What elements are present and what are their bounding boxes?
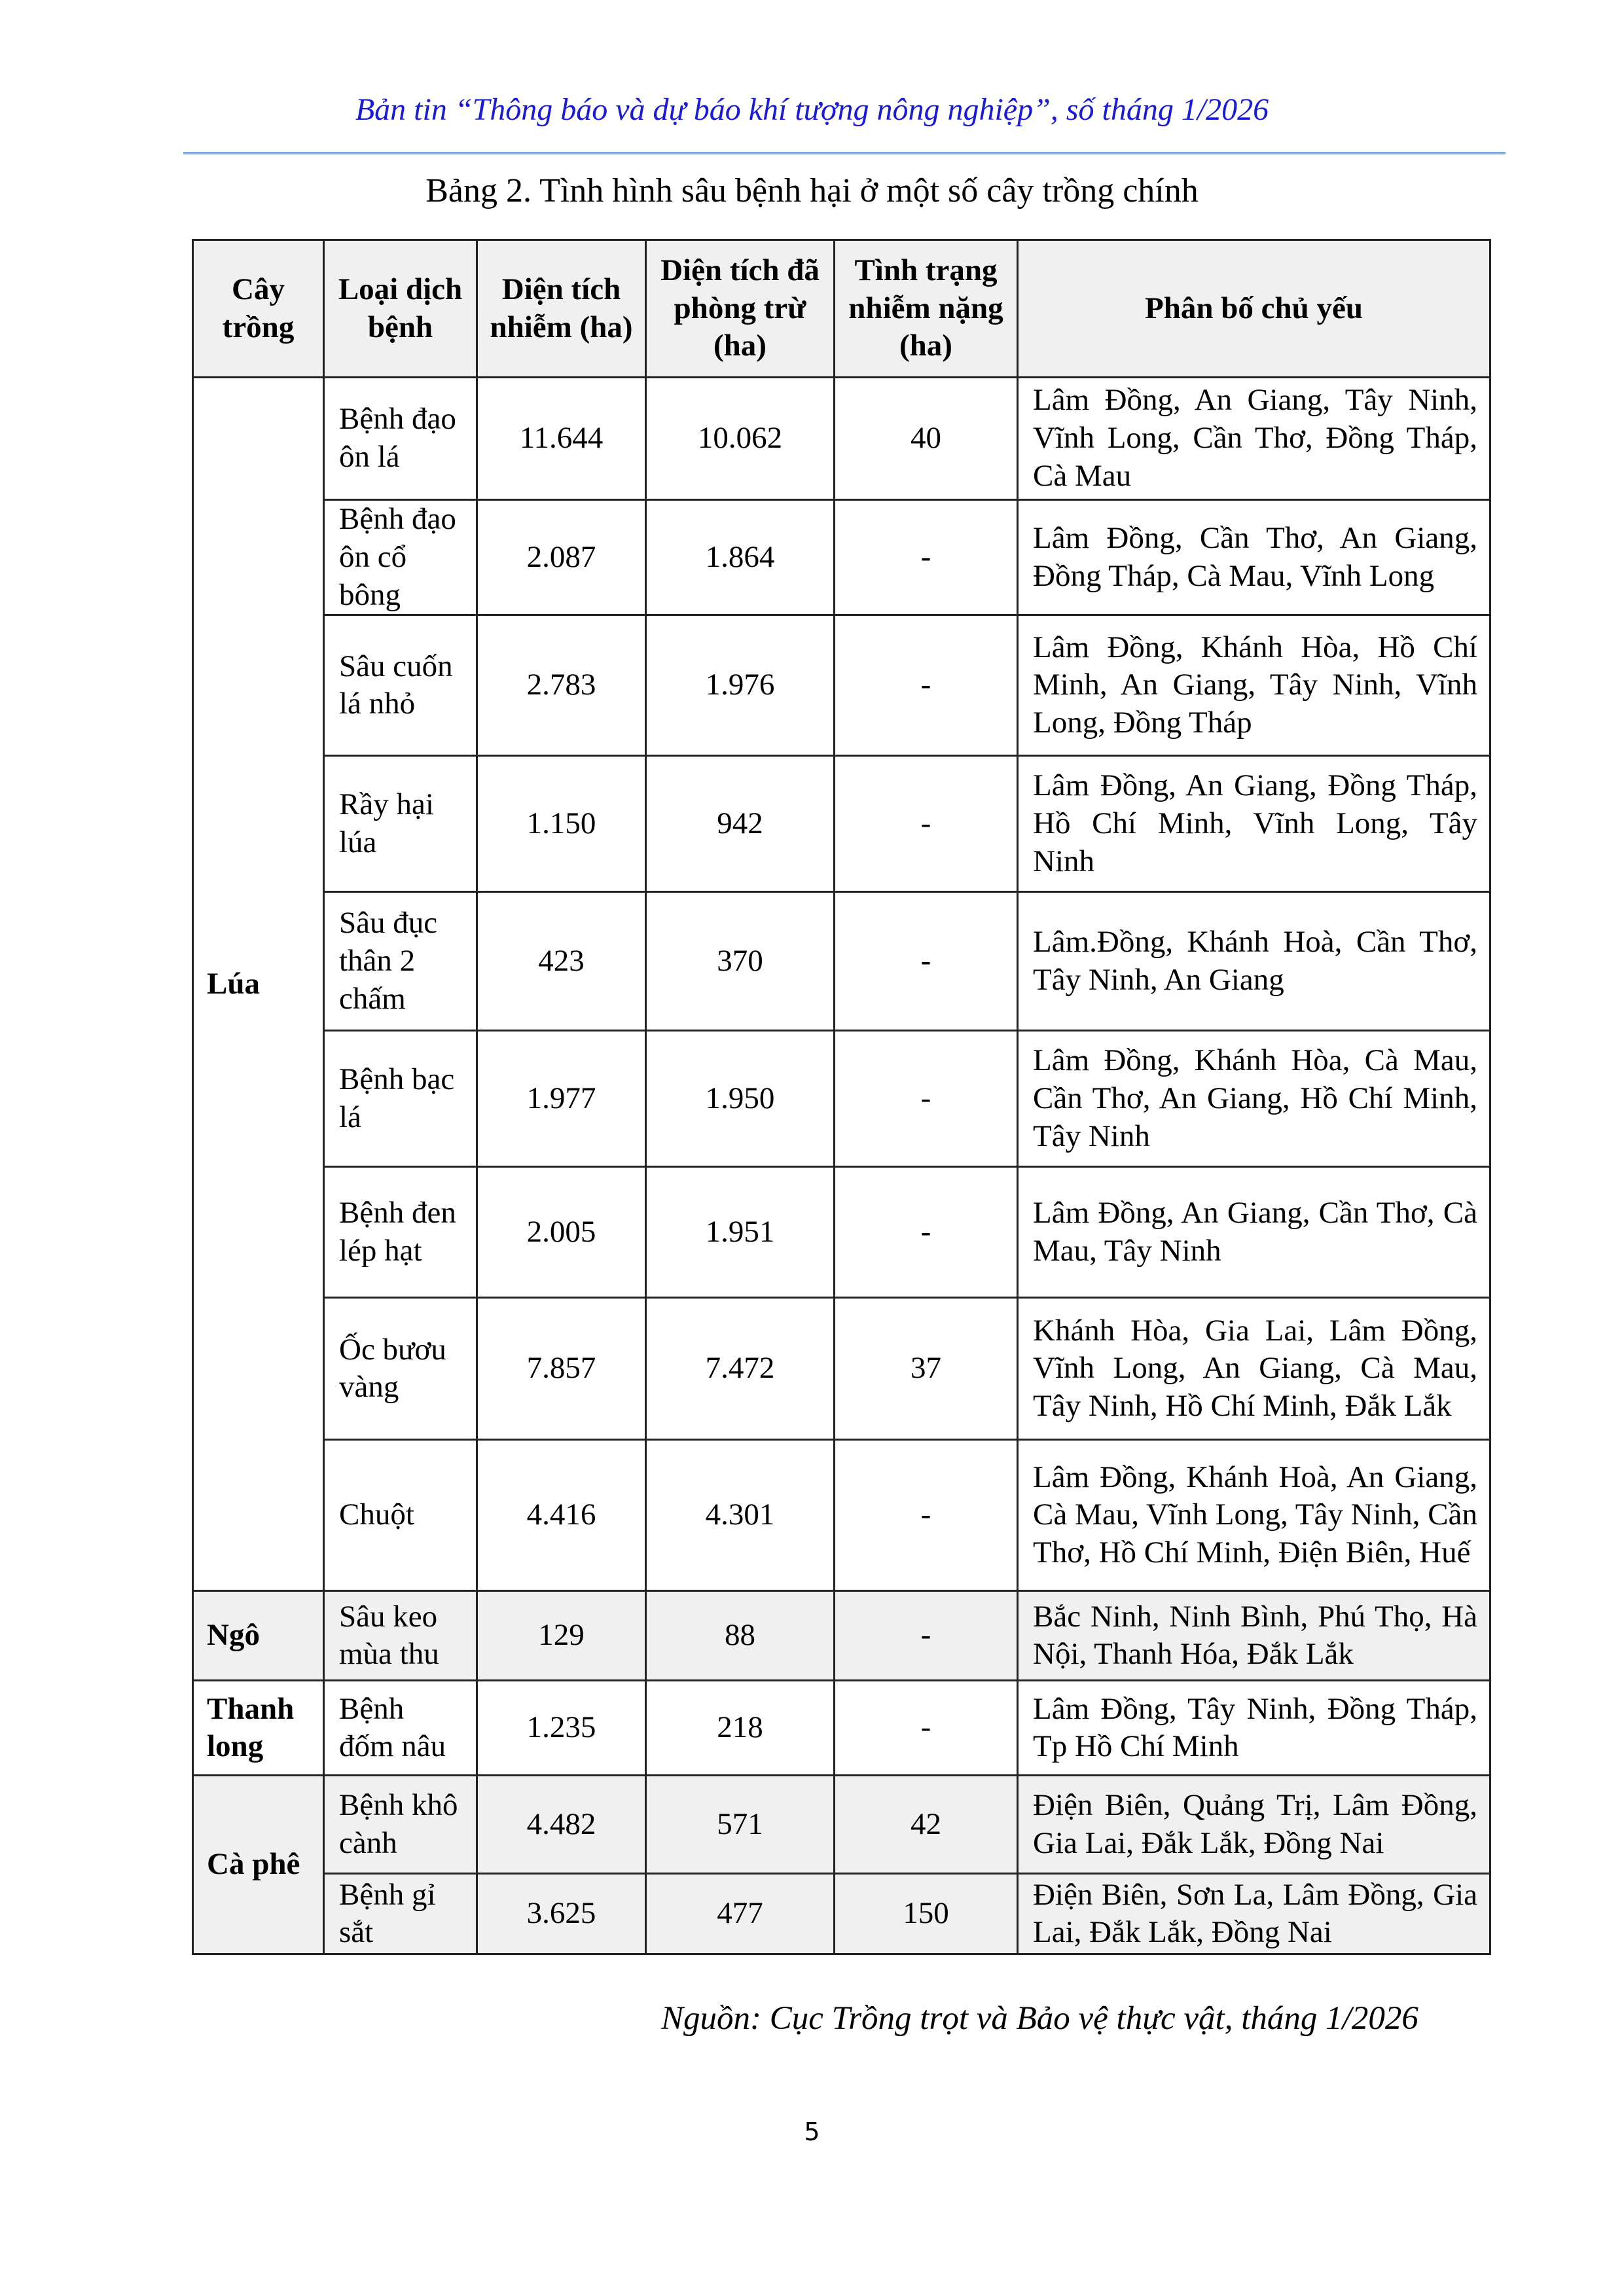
infected-cell: 7.857 xyxy=(477,1298,646,1440)
distribution-cell: Lâm Đồng, An Giang, Cần Thơ, Cà Mau, Tây Ninh xyxy=(1018,1167,1490,1298)
distribution-cell: Điện Biên, Quảng Trị, Lâm Đồng, Gia Lai, Đắk Lắk, Đồng Nai xyxy=(1018,1776,1490,1874)
table-row xyxy=(193,1776,1490,1874)
crop-cell: Lúa xyxy=(193,378,324,1591)
bulletin-header: Bản tin “Thông báo và dự báo khí tượng nông nghiệp”, số tháng 1/2026 xyxy=(355,92,1269,127)
treated-cell: 1.951 xyxy=(646,1167,835,1298)
severe-cell: - xyxy=(835,1681,1018,1776)
infected-cell: 2.783 xyxy=(477,615,646,756)
pest-cell: Ốc bươu vàng xyxy=(324,1298,477,1440)
table-row xyxy=(193,892,1490,1031)
pest-cell: Bệnh khô cành xyxy=(324,1776,477,1874)
treated-cell: 4.301 xyxy=(646,1440,835,1591)
infected-cell: 423 xyxy=(477,892,646,1031)
pest-cell: Chuột xyxy=(324,1440,477,1591)
crop-cell: Ngô xyxy=(193,1591,324,1681)
pest-cell: Bệnh bạc lá xyxy=(324,1031,477,1167)
severe-cell: 40 xyxy=(835,378,1018,500)
table-row xyxy=(193,1167,1490,1298)
distribution-cell: Khánh Hòa, Gia Lai, Lâm Đồng, Vĩnh Long, An Giang, Cà Mau, Tây Ninh, Hồ Chí Minh, Đắk Lắk xyxy=(1018,1298,1490,1440)
treated-cell: 1.864 xyxy=(646,500,835,615)
severe-cell: 37 xyxy=(835,1298,1018,1440)
treated-cell: 1.976 xyxy=(646,615,835,756)
distribution-cell: Lâm Đồng, Khánh Hòa, Cà Mau, Cần Thơ, An Giang, Hồ Chí Minh, Tây Ninh xyxy=(1018,1031,1490,1167)
pest-cell: Bệnh đạo ôn cổ bông xyxy=(324,500,477,615)
table-row xyxy=(193,1874,1490,1954)
infected-cell: 4.416 xyxy=(477,1440,646,1591)
table-header-row xyxy=(193,240,1490,378)
table-row xyxy=(193,756,1490,892)
treated-cell: 10.062 xyxy=(646,378,835,500)
treated-cell: 370 xyxy=(646,892,835,1031)
distribution-cell: Lâm Đồng, An Giang, Tây Ninh, Vĩnh Long, Cần Thơ, Đồng Tháp, Cà Mau xyxy=(1018,378,1490,500)
pest-table xyxy=(192,239,1491,1955)
distribution-cell: Lâm Đồng, Khánh Hoà, An Giang, Cà Mau, Vĩnh Long, Tây Ninh, Cần Thơ, Hồ Chí Minh, Điện Biên, Huế xyxy=(1018,1440,1490,1591)
distribution-cell: Lâm.Đồng, Khánh Hoà, Cần Thơ, Tây Ninh, An Giang xyxy=(1018,892,1490,1031)
severe-cell: - xyxy=(835,1031,1018,1167)
infected-cell: 11.644 xyxy=(477,378,646,500)
table-row xyxy=(193,1298,1490,1440)
header-rule xyxy=(183,152,1506,154)
treated-cell: 88 xyxy=(646,1591,835,1681)
table-row xyxy=(193,1031,1490,1167)
table-row xyxy=(193,1591,1490,1681)
table-row xyxy=(193,378,1490,500)
column-header-pest: Loại dịch bệnh xyxy=(324,240,477,378)
pest-cell: Sâu cuốn lá nhỏ xyxy=(324,615,477,756)
pest-cell: Bệnh đạo ôn lá xyxy=(324,378,477,500)
column-header-treated-area: Diện tích đã phòng trừ (ha) xyxy=(646,240,835,378)
column-header-severe-area: Tình trạng nhiễm nặng (ha) xyxy=(835,240,1018,378)
infected-cell: 2.087 xyxy=(477,500,646,615)
severe-cell: - xyxy=(835,1167,1018,1298)
distribution-cell: Điện Biên, Sơn La, Lâm Đồng, Gia Lai, Đắk Lắk, Đồng Nai xyxy=(1018,1874,1490,1954)
infected-cell: 2.005 xyxy=(477,1167,646,1298)
treated-cell: 477 xyxy=(646,1874,835,1954)
table-title: Bảng 2. Tình hình sâu bệnh hại ở một số cây trồng chính xyxy=(425,172,1199,209)
table-row xyxy=(193,1440,1490,1591)
crop-cell: Thanh long xyxy=(193,1681,324,1776)
severe-cell: 42 xyxy=(835,1776,1018,1874)
severe-cell: - xyxy=(835,1440,1018,1591)
crop-cell: Cà phê xyxy=(193,1776,324,1954)
treated-cell: 1.950 xyxy=(646,1031,835,1167)
severe-cell: - xyxy=(835,615,1018,756)
distribution-cell: Lâm Đồng, Khánh Hòa, Hồ Chí Minh, An Giang, Tây Ninh, Vĩnh Long, Đồng Tháp xyxy=(1018,615,1490,756)
pest-cell: Bệnh gỉ sắt xyxy=(324,1874,477,1954)
severe-cell: - xyxy=(835,892,1018,1031)
severe-cell: 150 xyxy=(835,1874,1018,1954)
distribution-cell: Bắc Ninh, Ninh Bình, Phú Thọ, Hà Nội, Thanh Hóa, Đắk Lắk xyxy=(1018,1591,1490,1681)
pest-cell: Sâu đục thân 2 chấm xyxy=(324,892,477,1031)
column-header-crop: Cây trồng xyxy=(193,240,324,378)
pest-cell: Sâu keo mùa thu xyxy=(324,1591,477,1681)
treated-cell: 218 xyxy=(646,1681,835,1776)
distribution-cell: Lâm Đồng, Tây Ninh, Đồng Tháp, Tp Hồ Chí Minh xyxy=(1018,1681,1490,1776)
source-note: Nguồn: Cục Trồng trọt và Bảo vệ thực vật, tháng 1/2026 xyxy=(661,2000,1418,2037)
infected-cell: 4.482 xyxy=(477,1776,646,1874)
table-row xyxy=(193,615,1490,756)
pest-cell: Rầy hại lúa xyxy=(324,756,477,892)
treated-cell: 942 xyxy=(646,756,835,892)
distribution-cell: Lâm Đồng, An Giang, Đồng Tháp, Hồ Chí Minh, Vĩnh Long, Tây Ninh xyxy=(1018,756,1490,892)
distribution-cell: Lâm Đồng, Cần Thơ, An Giang, Đồng Tháp, Cà Mau, Vĩnh Long xyxy=(1018,500,1490,615)
infected-cell: 3.625 xyxy=(477,1874,646,1954)
pest-cell: Bệnh đen lép hạt xyxy=(324,1167,477,1298)
severe-cell: - xyxy=(835,756,1018,892)
infected-cell: 1.977 xyxy=(477,1031,646,1167)
column-header-distribution: Phân bố chủ yếu xyxy=(1018,240,1490,378)
column-header-infected-area: Diện tích nhiễm (ha) xyxy=(477,240,646,378)
infected-cell: 1.235 xyxy=(477,1681,646,1776)
severe-cell: - xyxy=(835,1591,1018,1681)
table-row xyxy=(193,1681,1490,1776)
treated-cell: 7.472 xyxy=(646,1298,835,1440)
treated-cell: 571 xyxy=(646,1776,835,1874)
infected-cell: 129 xyxy=(477,1591,646,1681)
page-number: 5 xyxy=(804,2117,820,2146)
severe-cell: - xyxy=(835,500,1018,615)
infected-cell: 1.150 xyxy=(477,756,646,892)
table-row xyxy=(193,500,1490,615)
pest-cell: Bệnh đốm nâu xyxy=(324,1681,477,1776)
